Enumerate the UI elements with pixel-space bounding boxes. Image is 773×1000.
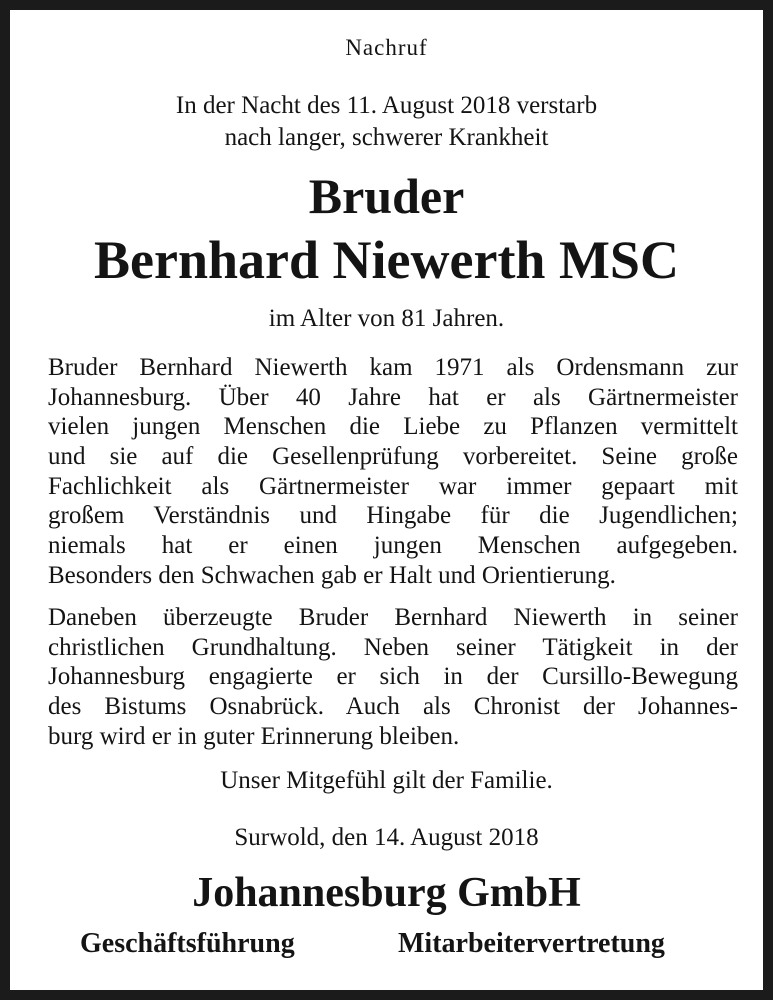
paragraph-line: christlichen Grundhaltung. Neben seiner Tätigkeit in der [48,633,738,661]
deceased-title: Bruder [308,168,465,224]
signatory-staff-council: Mitarbeitervertretung [398,928,665,959]
deceased-name: Bernhard Niewerth MSC [94,230,679,290]
paragraph-line: burg wird er in guter Erinnerung bleiben. [48,722,460,750]
paragraph-line: Johannesburg engagierte er sich in der Cursillo-Bewegung [48,663,738,691]
biography-paragraph-1 [48,353,738,591]
organization-name: Johannesburg GmbH [192,870,581,916]
signatory-management: Geschäftsführung [80,928,295,959]
paragraph-line: Besonders den Schwachen gab er Halt und Orientierung. [48,561,616,589]
paragraph-line: Fachlichkeit als Gärtnermeister war immer gepaart mit [48,472,738,500]
biography-paragraph-2 [48,603,738,751]
paragraph-line: Johannesburg. Über 40 Jahre hat er als Gärtnermeister [48,383,738,411]
age-line: im Alter von 81 Jahren. [268,305,505,332]
intro-line: nach langer, schwerer Krankheit [224,124,549,151]
paragraph-line: niemals hat er einen jungen Menschen aufgegeben. [48,532,738,560]
paragraph-line: des Bistums Osnabrück. Auch als Chronist der Johannes- [48,693,738,721]
intro-text [10,90,763,154]
paragraph-line: Daneben überzeugte Bruder Bernhard Niewerth in seiner [48,604,738,631]
dateline: Surwold, den 14. August 2018 [234,824,539,851]
sympathy-line: Unser Mitgefühl gilt der Familie. [220,767,553,794]
paragraph-line: vielen jungen Menschen die Liebe zu Pflanzen vermittelt [48,413,738,441]
paragraph-line: Bruder Bernhard Niewerth kam 1971 als Ordensmann zur [48,354,738,381]
intro-line: In der Nacht des 11. August 2018 verstarb [175,92,598,119]
paragraph-line: großem Verständnis und Hingabe für die Jugendlichen; [48,502,738,530]
paragraph-line: und sie auf die Gesellenprüfung vorbereitet. Seine große [48,443,738,471]
notice-heading: Nachruf [345,35,428,60]
